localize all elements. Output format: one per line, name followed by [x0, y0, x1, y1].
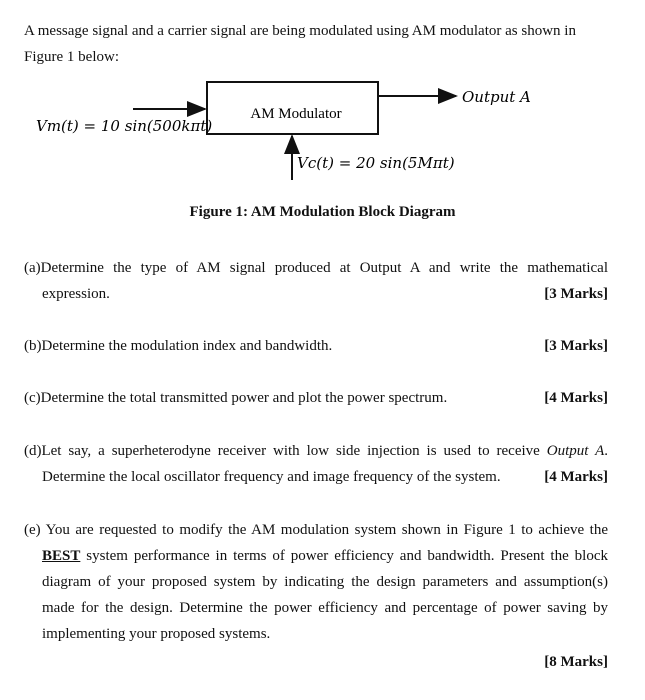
intro-line-2: Figure 1 below: — [24, 49, 119, 65]
question-b-line-1: (b)Determine the modulation index and bandwidth. — [24, 338, 333, 354]
question-d-period: . — [604, 443, 608, 459]
question-e-line-1: (e) You are requested to modify the AM modulation system shown in Figure 1 to achieve the — [24, 522, 608, 538]
question-e-best: BEST — [42, 548, 81, 564]
am-modulator-label: AM Modulator — [250, 106, 342, 122]
question-c-line-1: (c)Determine the total transmitted power and plot the power spectrum. — [24, 390, 448, 406]
question-d — [24, 438, 608, 490]
question-e-line-4: made for the design. Determine the power efficiency and percentage of power saving by — [42, 600, 608, 616]
question-a — [24, 255, 608, 307]
question-e-line-3: diagram of your proposed system by indicating the design parameters and assumption(s) — [42, 574, 608, 590]
question-a-line-1: (a)Determine the type of AM signal produced at Output A and write the mathematical — [24, 260, 608, 276]
question-d-line-1-text: (d)Let say, a superheterodyne receiver with low side injection is used to receive — [24, 443, 547, 459]
intro-line-1: A message signal and a carrier signal are being modulated using AM modulator as shown in — [24, 23, 576, 39]
question-d-output-a: Output A — [546, 443, 605, 459]
question-e-line-2 — [24, 543, 608, 569]
question-d-line-1 — [24, 438, 608, 464]
carrier-signal-label: Vc(t) = 20 sin(5Mπt) — [297, 154, 455, 172]
output-a-label: Output A — [462, 88, 531, 106]
question-c — [24, 385, 608, 411]
question-c-marks: [4 Marks] — [544, 390, 608, 406]
question-b — [24, 333, 608, 359]
figure-caption: Figure 1: AM Modulation Block Diagram — [189, 204, 456, 220]
question-e-marks: [8 Marks] — [544, 654, 608, 670]
message-signal-label: Vm(t) = 10 sin(500kπt) — [36, 117, 213, 135]
question-e-line-5: implementing your proposed systems. — [42, 626, 271, 642]
question-e — [24, 517, 608, 675]
question-d-marks: [4 Marks] — [544, 469, 608, 485]
question-a-marks: [3 Marks] — [544, 286, 608, 302]
question-b-marks: [3 Marks] — [544, 338, 608, 354]
question-a-line-2: expression. — [42, 286, 110, 302]
question-d-line-2: Determine the local oscillator frequency and image frequency of the system. — [42, 469, 501, 485]
question-e-line-2-text: system performance in terms of power efficiency and bandwidth. Present the block — [80, 548, 608, 564]
